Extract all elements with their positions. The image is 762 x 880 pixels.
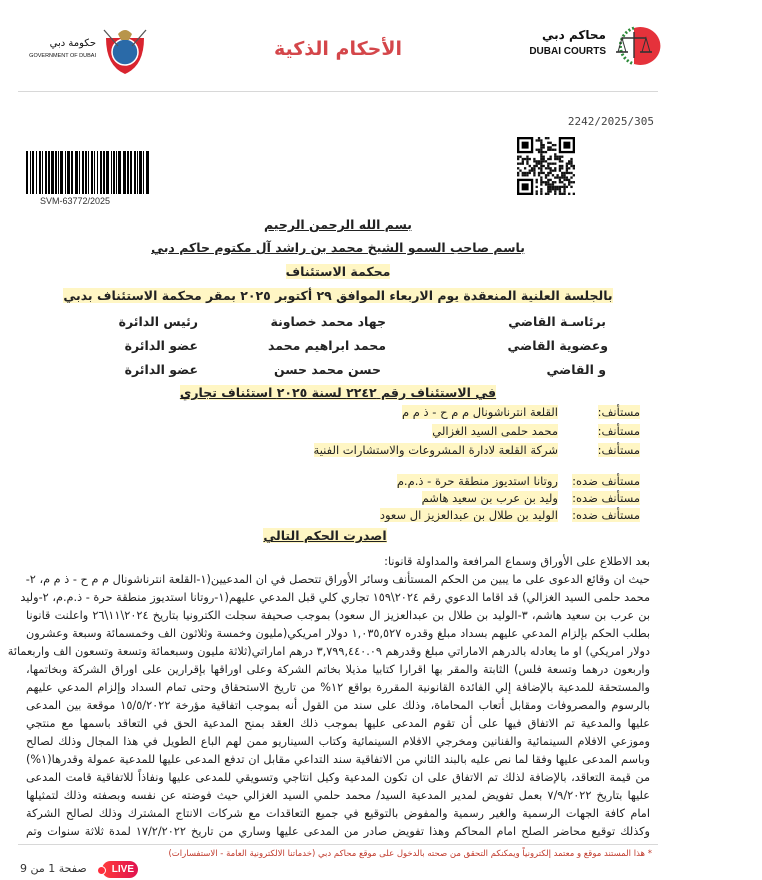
respondent-row xyxy=(0,508,676,525)
body-line: عليها والمدعية تم الاتفاق فيها على أن تقوم المدعى عليها بموجب ذلك العقد بمنح المدعية الحق في التعاقد باسمها مع منتجي xyxy=(26,717,650,730)
respondent-label: مستأنف ضده: xyxy=(572,491,640,505)
respondent-row xyxy=(0,474,676,491)
appellant-row xyxy=(0,424,676,441)
ruler-line: باسم صاحب السمو الشيخ محمد بن راشد آل مكتوم حاكم دبي xyxy=(151,240,525,255)
footer-divider xyxy=(18,844,658,845)
judge-label: برئاسـة القاضي xyxy=(508,314,606,329)
live-dot-icon xyxy=(97,866,106,875)
judge-label: و القاضي xyxy=(546,362,606,377)
body-line: وموزعي الافلام السينمائية والفنانين ومخرجي الافلام السينمائية وكتاب السيناريو ممن لهم الباع الطويل في هذا المجال وذلك لصالح xyxy=(26,735,650,748)
gov-logo-english: GOVERNMENT OF DUBAI xyxy=(29,53,96,59)
barcode xyxy=(26,151,150,194)
appellant-name: محمد حلمى السيد الغزالي xyxy=(432,424,558,438)
courts-logo-english: DUBAI COURTS xyxy=(529,46,606,57)
case-title-text: في الاستئناف رقم ٢٢٤٢ لسنة ٢٠٢٥ استئناف تجاري xyxy=(179,385,497,400)
case-title xyxy=(0,385,676,400)
judge-role: رئيس الدائرة xyxy=(118,314,198,329)
appellant-name: القلعة انترناشونال م م ح - ذ م م xyxy=(401,405,558,419)
page-number: صفحة 1 من 9 xyxy=(20,862,87,875)
judge-name: حسن محمد حسن xyxy=(273,362,381,377)
body-line: بعد الاطلاع على الأوراق وسماع المرافعة والمداولة قانونا: xyxy=(384,555,650,568)
body-line: من قيمة التعاقد، بالإضافة لذلك تم الاتفاق على ان تكون المدعية وكيل انتاجي وتسويقي للمدعى عليها ونفاذاً للاتفاقية قامت المدعى xyxy=(26,771,650,784)
verification-note: * هذا المستند موقع و معتمد إلكترونياً ويمكنكم التحقق من صحته بالدخول على موقع محاكم دبي (خدماتنا الالكترونية العامة - الاستفسارات) xyxy=(168,849,652,859)
judge-name: جهاد محمد خصاونة xyxy=(270,314,386,329)
judge-name: محمد ابراهيم محمد xyxy=(267,338,386,353)
verdict-heading xyxy=(0,528,650,543)
appellant-label: مستأنف: xyxy=(597,424,640,438)
court-name-text: محكمة الاستئناف xyxy=(285,264,391,279)
dubai-emblem-icon xyxy=(100,26,150,76)
verdict-heading-text: اصدرت الحكم التالي xyxy=(263,528,387,543)
judge-label: وعضوية القاضي xyxy=(507,338,608,353)
body-line: بطلب الحكم بإلزام المدعي عليهم بسداد مبلغ وقدره ١,٠٣٥,٥٢٧ دولار امريكي(مليون وخمسة وثلاثون الف وخمسمائة وسبعة وعشرون xyxy=(26,627,650,640)
body-line: والمستحقة للمدعية بالإضافة إلي الفائدة القانونية المقررة بواقع ١٢% من تاريخ الاستحقاق وحتى تمام السداد وإلزام المدعي عليهم xyxy=(26,681,650,694)
page-title: الأحكام الذكية xyxy=(273,38,403,60)
header-divider xyxy=(18,91,658,92)
judge-role: عضو الدائرة xyxy=(124,338,198,353)
appellant-row xyxy=(0,443,676,460)
body-line: محمد حلمى السيد الغزالي) قد اقاما الدعوي رقم ٢٠٢٤\١٥٩ تجاري كلي قبل المدعي عليهم(١-روتانا استديوز منطقة حرة - ذ.م.م، ٢-وليد xyxy=(20,591,650,604)
appellant-name: شركة القلعة لادارة المشروعات والاستشارات الفنية xyxy=(313,443,558,457)
respondent-name: وليد بن عرب بن سعيد هاشم xyxy=(421,491,558,505)
body-line: وكذلك توقيع محاضر الصلح امام المحاكم وهذا تفويض صادر من المدعى عليها وساري من تاريخ ١٧/٢/٢٠٢٢ لمدة ثلاثة سنوات وتم xyxy=(26,825,651,838)
body-line: واربعون درهما وتسعة فلس) الثابتة والمقر بها اقرارا كتابيا مذيلا بخاتم الشركة وعلى اوراقها بإقرارين على اوراق الشركة وبخاتمها، xyxy=(26,663,650,676)
respondent-name: روتانا استديوز منطقة حرة - ذ.م.م xyxy=(396,474,558,488)
judge-row xyxy=(0,338,676,356)
appellant-label: مستأنف: xyxy=(597,443,640,457)
respondent-label: مستأنف ضده: xyxy=(572,474,640,488)
body-line: حيث ان وقائع الدعوى على ما يبين من الحكم المستأنف وسائر الأوراق تتحصل في ان المدعيين(١-القلعة انترناشونال م م ح - ذ م م، ٢- xyxy=(25,573,650,586)
appellant-row xyxy=(0,405,676,422)
judge-row xyxy=(0,362,676,380)
body-line: وباسم المدعى عليها وفقا لما نص عليه بالبند الثاني من الاتفاقية سند التداعي مقابل ان تدفع المدعى عليها للمدعية عمولة وقدرها(١%) xyxy=(26,753,650,766)
respondent-label: مستأنف ضده: xyxy=(572,508,640,522)
court-name xyxy=(0,264,676,279)
body-line: دولار امريكي) او ما يعادله بالدرهم الاماراتي مبلغ وقدرهم ٣,٧٩٩,٤٤٠.٠٩ درهم اماراتي(ثلاثة مليون وسبعمائة وتسعة وتسعون الف واربعمائة xyxy=(7,645,650,658)
qr-code xyxy=(517,137,575,195)
gov-logo-arabic: حكومة دبي xyxy=(49,38,96,49)
live-badge[interactable]: LIVE xyxy=(102,861,138,878)
respondent-row xyxy=(0,491,676,508)
basmala: بسم الله الرحمن الرحيم xyxy=(264,217,412,232)
session-text: بالجلسة العلنية المنعقدة يوم الاربعاء الموافق ٢٩ أكتوبر ٢٠٢٥ بمقر محكمة الاستئناف بدبي xyxy=(63,288,613,303)
body-line: عليها بتاريخ ٧/٩/٢٠٢٢ بعمل تفويض لمدير المدعية السيد/ محمد حلمي السيد الغزالي حيث فوضته عن نفسه وبصفته وذلك لتمثيلها xyxy=(26,789,651,802)
judge-row xyxy=(0,314,676,332)
body-line: بالرسوم والمصروفات ومقابل أتعاب المحاماة، وذلك على سند من القول أنه بموجب اتفاقية مؤرخة ١٥/٥/٢٠٢٢ موقعة بين المدعى xyxy=(26,699,650,712)
case-reference: 2242/2025/305 xyxy=(567,115,654,128)
respondent-name: الوليد بن طلال بن عبدالعزيز ال سعود xyxy=(379,508,558,522)
body-line: بن عرب بن سعيد هاشم، ٣-الوليد بن طلال بن عبدالعزيز ال سعود) بموجب صحيفة سجلت الكترونيا بتاريخ ٢٠٢٤\١١\٢٦ واعلنت قانونا xyxy=(26,609,650,622)
appellant-label: مستأنف: xyxy=(597,405,640,419)
barcode-text: SVM-63772/2025 xyxy=(40,196,111,206)
body-line: امام كافة الجهات الرسمية والغير رسمية والمفوض بالتوقيع في جميع التعاقدات مع شركات الانتاج المشترك وذلك لصالح الشركة xyxy=(26,807,650,820)
government-of-dubai-logo xyxy=(22,26,152,76)
session-line xyxy=(0,288,676,303)
courts-logo-arabic: محاكم دبي xyxy=(542,28,606,42)
judge-role: عضو الدائرة xyxy=(124,362,198,377)
